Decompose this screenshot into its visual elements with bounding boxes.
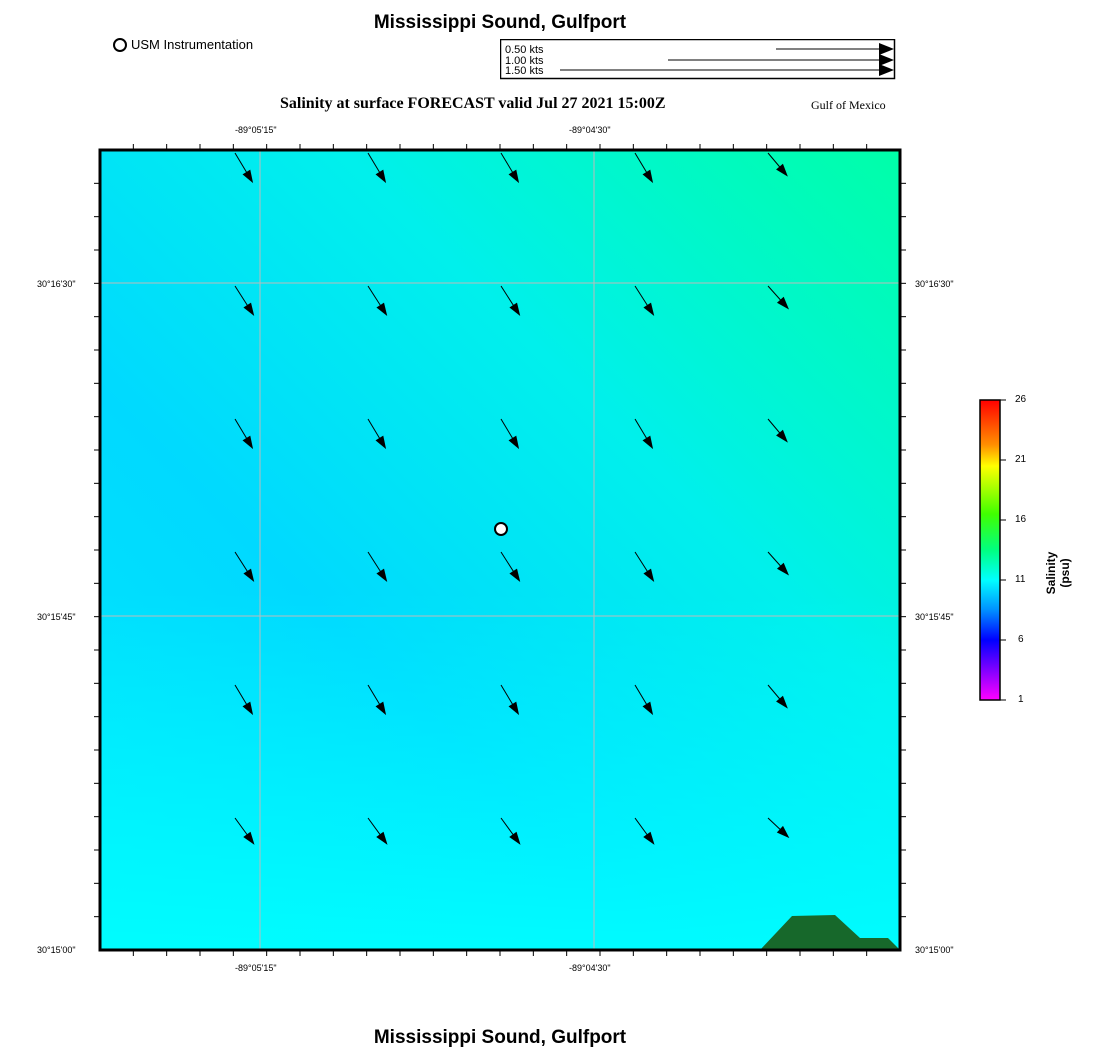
speed-legend (500, 39, 896, 81)
lon-tick-bottom-1: -89°05'15" (235, 963, 277, 973)
open-circle-icon (113, 38, 127, 52)
station-legend-label: USM Instrumentation (131, 37, 254, 52)
colorbar-tick-1: 1 (1018, 694, 1024, 705)
lat-tick-left-3: 30°15'00" (37, 945, 76, 955)
colorbar-tick-11: 11 (1015, 574, 1026, 585)
lat-tick-right-3: 30°15'00" (915, 945, 954, 955)
lat-tick-left-2: 30°15'45" (37, 612, 76, 622)
colorbar-tick-6: 6 (1018, 634, 1024, 645)
colorbar-tick-16: 16 (1015, 514, 1027, 525)
map-title: Mississippi Sound, Gulfport (373, 12, 627, 33)
lon-tick-top-2: -89°04'30" (569, 125, 611, 135)
colorbar-tick-21: 21 (1015, 454, 1027, 465)
station-legend (113, 37, 253, 52)
lat-tick-right-1: 30°16'30" (915, 279, 954, 289)
speed-legend-label-2: 1.00 kts (505, 55, 544, 67)
salinity-map (90, 140, 914, 964)
lon-tick-top-1: -89°05'15" (235, 125, 277, 135)
speed-legend-label-1: 0.50 kts (505, 44, 544, 56)
colorbar-tick-26: 26 (1015, 394, 1027, 405)
map-bottom-title: Mississippi Sound, Gulfport (373, 1027, 627, 1048)
speed-legend-label-3: 1.50 kts (505, 65, 544, 77)
colorbar-title: Salinity (psu) (1044, 551, 1072, 595)
region-label: Gulf of Mexico (811, 98, 886, 112)
lon-tick-bottom-2: -89°04'30" (569, 963, 611, 973)
salinity-colorbar (975, 395, 1035, 707)
station-marker[interactable] (495, 523, 507, 535)
lat-tick-left-1: 30°16'30" (37, 279, 76, 289)
lat-tick-right-2: 30°15'45" (915, 612, 954, 622)
forecast-subtitle: Salinity at surface FORECAST valid Jul 27 2021 15:00Z (280, 95, 666, 112)
